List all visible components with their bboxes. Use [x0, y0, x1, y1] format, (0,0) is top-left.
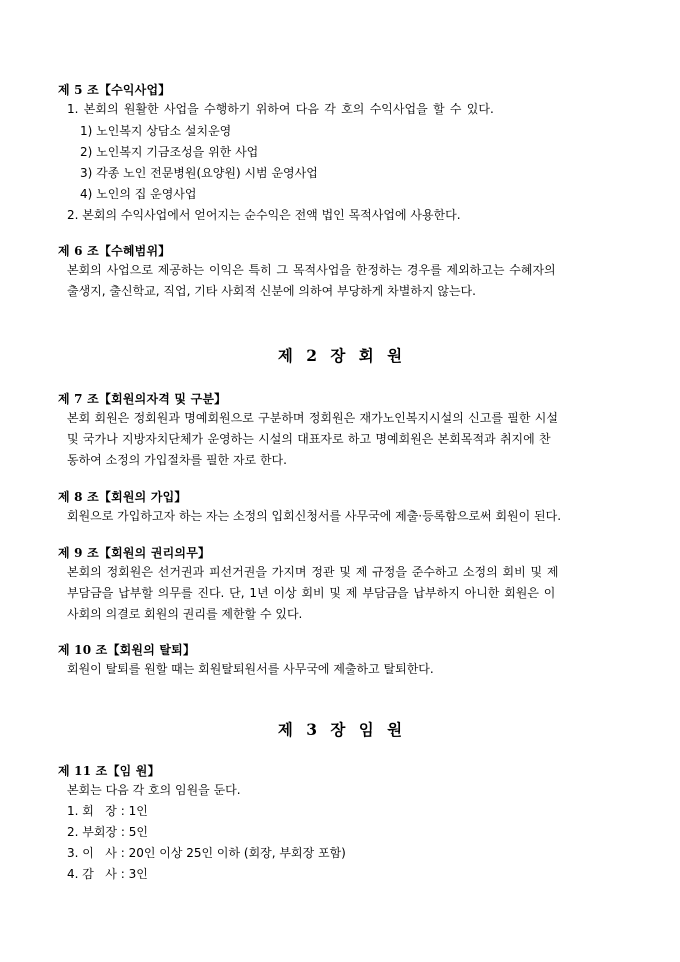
chapter-2-title: 제 2 장 회 원 — [277, 346, 403, 365]
article-7-title: 제 7 조【회원의자격 및 구분】 — [58, 392, 227, 406]
article-9-line-3: 사회의 의결로 회원의 권리를 제한할 수 있다. — [67, 607, 303, 621]
article-11-item-1: 1. 회 장 : 1인 — [67, 804, 148, 818]
article-5-subitem-2: 2) 노인복지 기금조성을 위한 사업 — [80, 145, 259, 159]
article-11-item-4: 4. 감 사 : 3인 — [67, 867, 148, 881]
article-5-item-1: 1. 본회의 원활한 사업을 수행하기 위하여 다음 각 호의 수익사업을 할 수 있다. — [67, 102, 494, 116]
article-5-subitem-4: 4) 노인의 집 운영사업 — [80, 187, 197, 201]
article-7-line-2: 및 국가나 지방자치단체가 운영하는 시설의 대표자로 하고 명예회원은 본회목적과 취지에 찬 — [67, 432, 551, 446]
article-11-intro: 본회는 다음 각 호의 임원을 둔다. — [67, 783, 241, 797]
chapter-3-title: 제 3 장 임 원 — [277, 720, 403, 739]
article-6-title: 제 6 조【수혜범위】 — [58, 244, 171, 258]
article-6-line-2: 출생지, 출신학교, 직업, 기타 사회적 신분에 의하여 부당하게 차별하지 않는다. — [67, 284, 476, 298]
article-10-line-1: 회원이 탈퇴를 원할 때는 회원탈퇴원서를 사무국에 제출하고 탈퇴한다. — [67, 662, 434, 676]
article-5-subitem-1: 1) 노인복지 상담소 설치운영 — [80, 124, 232, 138]
article-11-item-2: 2. 부회장 : 5인 — [67, 825, 148, 839]
article-7-line-3: 동하여 소정의 가입절차를 필한 자로 한다. — [67, 453, 287, 467]
article-11-title: 제 11 조【임 원】 — [58, 764, 160, 778]
article-8-line-1: 회원으로 가입하고자 하는 자는 소정의 입회신청서를 사무국에 제출·등록함으로써 회원이 된다. — [67, 509, 562, 523]
article-5-subitem-3: 3) 각종 노인 전문병원(요양원) 시범 운영사업 — [80, 166, 318, 180]
article-11-item-3: 3. 이 사 : 20인 이상 25인 이하 (회장, 부회장 포함) — [67, 846, 346, 860]
article-6-line-1: 본회의 사업으로 제공하는 이익은 특히 그 목적사업을 한정하는 경우를 제외하고는 수혜자의 — [67, 263, 556, 277]
article-8-title: 제 8 조【회원의 가입】 — [58, 490, 187, 504]
article-7-line-1: 본회 회원은 정회원과 명예회원으로 구분하며 정회원은 재가노인복지시설의 신고를 필한 시설 — [67, 411, 558, 425]
article-9-line-2: 부담금을 납부할 의무를 진다. 단, 1년 이상 회비 및 제 부담금을 납부하지 아니한 회원은 이 — [67, 586, 556, 600]
article-5-title: 제 5 조【수익사업】 — [58, 83, 171, 97]
article-9-title: 제 9 조【회원의 권리의무】 — [58, 546, 211, 560]
article-9-line-1: 본회의 정회원은 선거권과 피선거권을 가지며 정관 및 제 규정을 준수하고 소정의 회비 및 제 — [67, 565, 559, 579]
article-10-title: 제 10 조【회원의 탈퇴】 — [58, 643, 196, 657]
article-5-item-2: 2. 본회의 수익사업에서 얻어지는 순수익은 전액 법인 목적사업에 사용한다. — [67, 208, 461, 222]
